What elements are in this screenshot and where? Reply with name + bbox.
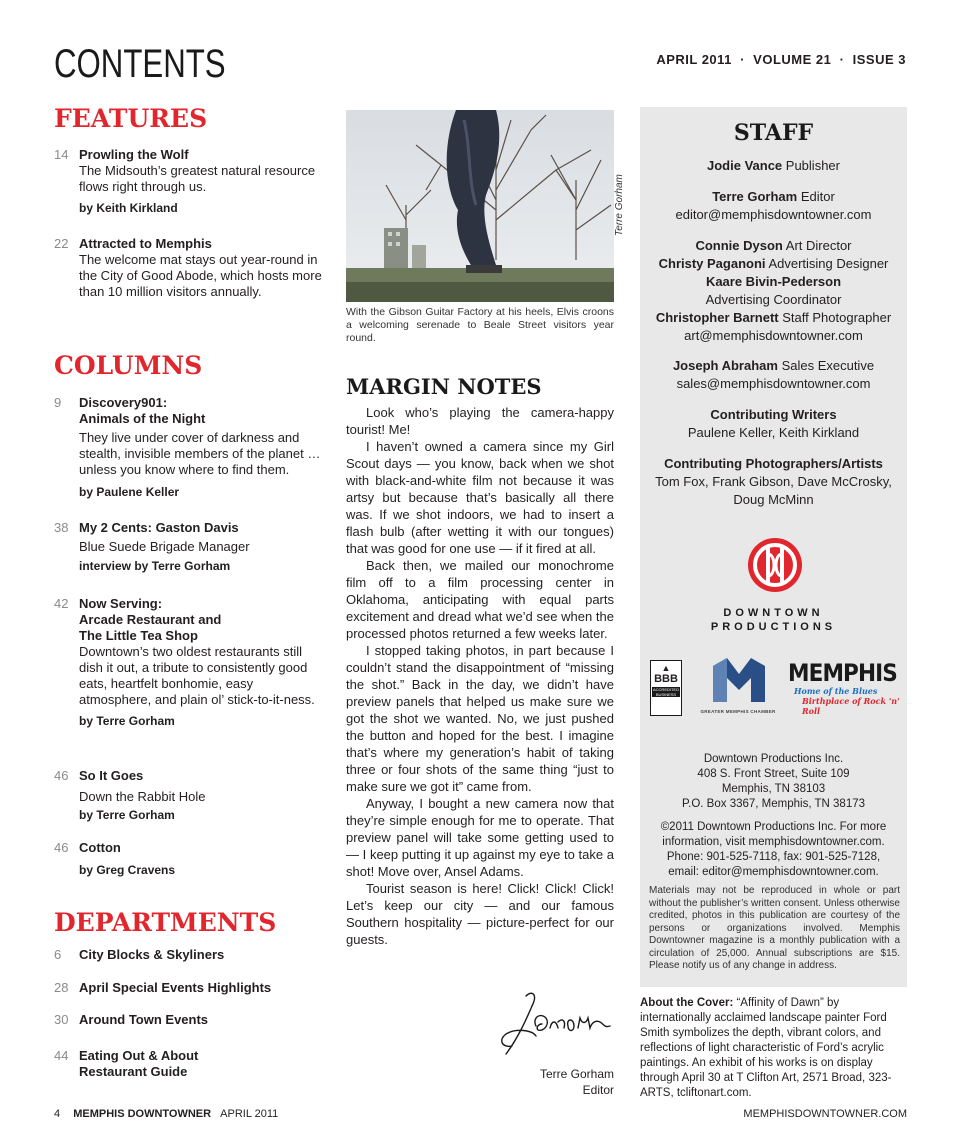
columns-heading: COLUMNS [54,351,203,380]
chamber-logo [693,656,783,714]
item-desc: Blue Suede Brigade Manager [79,539,250,554]
staff-sales [640,357,907,393]
wordmark-line: DOWNTOWN [723,607,824,619]
margin-notes-body [346,404,614,948]
item-title: So It Goes [79,768,144,783]
art-email-link[interactable]: art@memphisdowntowner.com [684,328,863,343]
wordmark-line: PRODUCTIONS [710,621,837,633]
staff-name: Joseph Abraham [672,358,778,373]
item-byline: by Paulene Keller [79,485,180,499]
department-item[interactable] [54,980,271,996]
item-title: Discovery901: Animals of the Night [79,395,206,426]
issue-line: APRIL 2011 · VOLUME 21 · ISSUE 3 [656,52,906,67]
staff-publisher [640,157,907,175]
staff-name: Terre Gorham [712,189,798,204]
address-line: P.O. Box 3367, Memphis, TN 38173 [681,798,866,810]
page-number: 9 [54,395,62,410]
staff-role: Editor [800,189,835,204]
staff-role: Art Director [785,238,852,253]
memphis-tagline: Home of the Blues [794,686,878,696]
paragraph: Tourist season is here! Click! Click! Click! Let’s keep our city — and our famous Southern hospitality — picture-perfect for our guests. [346,881,614,947]
staff-art-team [640,237,907,345]
column-item[interactable] [54,768,329,823]
staff-writers [640,406,907,442]
memphis-tagline: Birthplace of Rock 'n' Roll [802,696,900,716]
staff-heading: STAFF [733,120,814,146]
column-item[interactable] [54,395,329,500]
page-number: 38 [54,520,69,535]
department-item[interactable] [54,1048,198,1080]
staff-editor [640,188,907,224]
item-byline: by Greg Cravens [79,863,176,877]
item-desc: They live under cover of darkness and stealth, invisible members of the planet … unless you know where to find them. [79,430,321,477]
staff-role: Advertising Designer [768,256,889,271]
paragraph: Anyway, I bought a new camera now that they’re simple enough for me to operate. That preview panel will take some getting used to — I keep putting it up against my eye to take a shot! Move over, Ansel Adams. [346,796,614,879]
staff-label: Contributing Photographers/Artists [664,456,883,471]
page-number: 6 [54,947,62,962]
legal-notice: Materials may not be reproduced in whole or part without the publisher’s written consent. Unless otherwise credited, photos in this publication are courtesy of the persons or organizations involved. Memphis Downtowner magazine is a monthly publication with a circulation of 25,000. Annual subscriptions are $15. Please notify us of any change in address. [649,885,900,971]
item-desc: Downtown’s two oldest restaurants still dish it out, a tribute to consistently good eats, heartfelt bonhomie, easy atmosphere, and plain ol’ stick-to-it-ness. [79,644,315,707]
footer-website-link[interactable]: MEMPHISDOWNTOWNER.COM [743,1108,907,1120]
item-title: April Special Events Highlights [79,980,272,995]
staff-name: Kaare Bivin-Pederson [705,274,842,289]
item-title: Now Serving: Arcade Restaurant and The Little Tea Shop [79,596,222,643]
memphis-wordmark: MEMPHIS [788,659,897,687]
item-title: Eating Out & About Restaurant Guide [79,1048,199,1079]
publisher-address [640,752,907,812]
downtown-productions-wordmark [640,606,907,634]
department-item[interactable] [54,1012,208,1028]
address-line: Downtown Productions Inc. [703,753,844,765]
chamber-text: GREATER MEMPHIS CHAMBER [700,709,776,714]
bbb-subtext: ACCREDITED BUSINESS [652,687,679,697]
staff-list: Paulene Keller, Keith Kirkland [687,425,860,440]
department-item[interactable] [54,947,224,963]
item-desc: The Midsouth’s greatest natural resource flows right through us. [79,163,316,194]
item-title: City Blocks & Skyliners [79,947,225,962]
staff-name: Christy Paganoni [658,256,766,271]
page-number: 46 [54,840,69,855]
paragraph: Back then, we mailed our monochrome film off to a film processing center in Oklahoma, anticipating with equal parts excitement and dread what we’d see when the processed photos returned a few weeks later. [346,558,614,641]
staff-name: Christopher Barnett [655,310,779,325]
staff-photographers [640,455,907,509]
staff-role: Advertising Coordinator [705,292,842,307]
features-heading: FEATURES [54,104,208,133]
feature-item[interactable] [54,147,329,216]
cover-text: “Affinity of Dawn” by internationally acclaimed landscape painter Ford Smith symbolizes the depth, vibrant colors, and reflections of light characteristic of Ford’s acrylic paintings. An exhibit of his works is on display through April 30 at T Clifton Art, 2571 Broad, 323-ARTS, tcliftonart.com. [640,997,892,1099]
memphis-logo [788,660,906,716]
item-byline: by Keith Kirkland [79,201,178,215]
sales-email-link[interactable]: sales@memphisdowntowner.com [676,376,871,391]
staff-role: Staff Photographer [782,310,892,325]
departments-heading: DEPARTMENTS [54,908,277,937]
item-desc: The welcome mat stays out year-round in the City of Good Abode, which hosts more than 10 million visitors annually. [79,252,322,299]
staff-label: Contributing Writers [710,407,837,422]
editor-email-link[interactable]: editor@memphisdowntowner.com [675,207,872,222]
page-title: CONTENTS [54,42,226,86]
page-number: 46 [54,768,69,783]
staff-name: Jodie Vance [707,158,783,173]
page-number: 30 [54,1012,69,1027]
signature-block [480,1066,614,1098]
elvis-statue-photo [346,110,614,302]
cover-label: About the Cover: [640,997,734,1009]
magazine-name: MEMPHIS DOWNTOWNER [73,1108,212,1120]
paragraph: Look who’s playing the camera-happy tourist! Me! [346,405,614,437]
signature-name: Terre Gorham [539,1067,614,1081]
item-title: My 2 Cents: Gaston Davis [79,520,239,535]
photo-credit: Terre Gorham [614,174,625,236]
staff-role: Sales Executive [781,358,875,373]
item-title: Attracted to Memphis [79,236,212,251]
page-number: 42 [54,596,69,611]
feature-item[interactable] [54,236,329,300]
photo-caption: With the Gibson Guitar Factory at his heels, Elvis croons a welcoming serenade to Beale Street visitors year round. [346,306,614,344]
paragraph: I stopped taking photos, in part because I couldn’t stand the disappointment of “missing the shot.” Back in the day, we didn’t have preview panels that helped us make sure we got the shot we wanted. No, we just pushed the button and hoped for the best. I imagine that’s where my generation’s habit of taking three or four shots of the same thing “just to make sure we got it” came from. [346,643,614,794]
column-item[interactable] [54,840,329,878]
item-title: Cotton [79,840,121,855]
item-byline: interview by Terre Gorham [79,559,231,573]
page-number: 14 [54,147,69,162]
bbb-text: BBB [654,673,678,685]
about-the-cover [640,996,907,1101]
page-number: 28 [54,980,69,995]
item-byline: by Terre Gorham [79,808,175,822]
paragraph: I haven’t owned a camera since my Girl Scout days — you know, back when we shot with black-and-white film not because it was artsy but because that’s basically all there was. If we shot indoors, we had to insert a flash bulb (after wetting it with our tongues) that was good for one use — if it fired at all. [346,439,614,556]
downtown-productions-logo [746,536,804,599]
staff-name: Connie Dyson [695,238,783,253]
footer-date: APRIL 2011 [220,1108,279,1120]
margin-notes-heading: MARGIN NOTES [346,374,542,399]
item-byline: by Terre Gorham [79,714,175,728]
editor-signature [492,988,616,1065]
item-title: Prowling the Wolf [79,147,189,162]
address-line: 408 S. Front Street, Suite 109 [697,768,850,780]
column-item[interactable] [54,596,329,729]
signature-title: Editor [582,1083,614,1097]
column-item[interactable] [54,520,329,574]
item-title: Around Town Events [79,1012,209,1027]
torch-icon: ▲ [661,663,671,673]
copyright-notice: ©2011 Downtown Productions Inc. For more information, visit memphisdowntowner.com. Phone: 901-525-7118, fax: 901-525-7128, email: editor@memphisdowntowner.com. [660,821,887,878]
item-desc: Down the Rabbit Hole [79,789,206,804]
page-number: 44 [54,1048,69,1063]
staff-list: Tom Fox, Frank Gibson, Dave McCrosky, Doug McMinn [655,474,892,507]
address-line: Memphis, TN 38103 [721,783,826,795]
footer-left [54,1108,278,1120]
bbb-logo [650,660,682,716]
staff-role: Publisher [785,158,840,173]
page-number: 22 [54,236,69,251]
page-number: 4 [54,1108,61,1120]
